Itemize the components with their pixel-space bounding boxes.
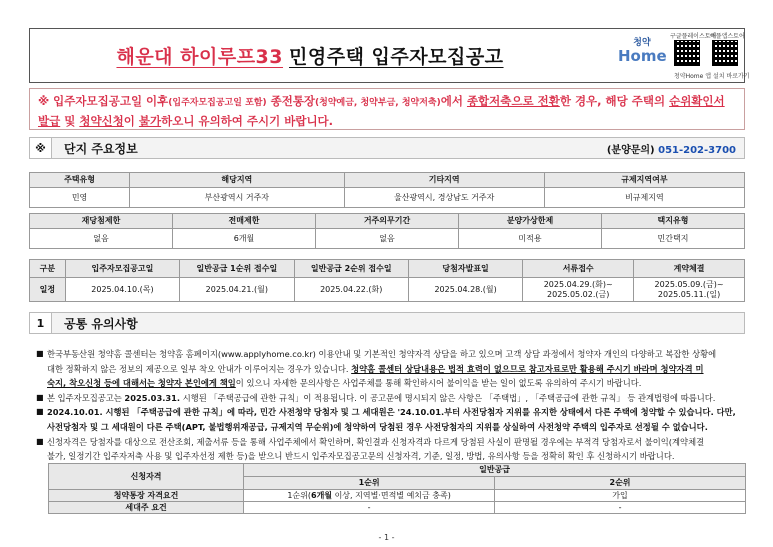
square-bullet-icon: ■ bbox=[36, 349, 44, 358]
contact-label: (분양문의) bbox=[606, 144, 655, 156]
warning-text: (청약예금, 청약부금, 청약저축) bbox=[315, 98, 441, 108]
notes-list bbox=[36, 347, 746, 464]
table-header: 거주의무기간 bbox=[316, 214, 459, 229]
table-cell: 민영 bbox=[30, 188, 130, 208]
contact-info bbox=[607, 141, 736, 156]
note-text: 사전당첨자 및 그 세대원이 다른 주택(APT, 불법행위재공급, 규제지역 무순위)에 청약하여 당첨된 경우 사전당첨자의 지위를 상실하여 사전청약 주택의 입주자로 선정될 수 없습니다. bbox=[47, 421, 708, 432]
table-header: 해당지역 bbox=[130, 173, 345, 188]
note-text: 2024.10.01. 시행된 「주택공급에 관한 규칙」에 따라, 민간 사전청약 당첨자 및 그 세대원은 '24.10.01.부터 사전당첨자 지위를 유지한 상태에서 다른 주택에 청약할 수 있습니다. 다만, bbox=[47, 407, 736, 418]
table-cell: 2025.04.10.(목) bbox=[65, 278, 179, 302]
warning-emphasis: 순위확인서 bbox=[669, 94, 725, 108]
page-number: - 1 - bbox=[378, 533, 395, 542]
table-cell-contract bbox=[634, 278, 745, 302]
list-item bbox=[36, 347, 746, 391]
note-text bbox=[47, 376, 746, 391]
table-cell: 가입 bbox=[495, 490, 746, 502]
row-label: 세대주 요건 bbox=[49, 502, 244, 514]
square-bullet-icon: ■ bbox=[36, 436, 44, 446]
cell-text: 이상, 지역별·면적별 예치금 충족) bbox=[332, 490, 451, 500]
warning-text: ※ 입주자모집공고일 이후 bbox=[38, 94, 169, 108]
section-mark: 1 bbox=[30, 313, 52, 333]
section-header-main-info bbox=[29, 137, 745, 159]
warning-line-1 bbox=[38, 92, 736, 112]
table-header: 기타지역 bbox=[344, 173, 544, 188]
note-text bbox=[47, 391, 746, 406]
warning-text: 이 bbox=[123, 114, 139, 128]
table-cell: 6개월 bbox=[173, 229, 316, 249]
warning-text: 및 bbox=[60, 114, 80, 128]
app-store-qr-icon[interactable] bbox=[712, 40, 738, 66]
header-box bbox=[29, 28, 750, 83]
note-text: 이 있으니 자세한 문의사항은 사업주체를 통해 확인하시어 불이익을 받는 일이 없도록 유의하여 주시기 바랍니다. bbox=[235, 378, 642, 389]
note-text: 불가, 일정기간 입주자저축 사용 및 입주자선정 제한 등)을 받으니 반드시 입주자모집공고문의 신청자격, 기준, 일정, 방법, 유의사항 등을 정확히 확인 후 신청하시기 바랍니다. bbox=[47, 451, 675, 462]
table-header: 전매제한 bbox=[173, 214, 316, 229]
table-cell: - bbox=[495, 502, 746, 514]
table-header: 당첨자발표일 bbox=[408, 260, 522, 278]
qr-caption: 청약Home 앱 설치 바로가기 bbox=[674, 73, 750, 80]
warning-emphasis: 발급 bbox=[38, 114, 61, 128]
table-header: 입주자모집공고일 bbox=[65, 260, 179, 278]
warning-text: 종전통장 bbox=[266, 94, 316, 108]
list-item bbox=[36, 405, 746, 434]
info-table-1 bbox=[29, 172, 745, 208]
table-cell: 2025.04.28.(월) bbox=[408, 278, 522, 302]
warning-emphasis: 종합저축으로 전환 bbox=[466, 94, 560, 108]
table-cell: 울산광역시, 경상남도 거주자 bbox=[344, 188, 544, 208]
cell-text: 1순위( bbox=[287, 490, 311, 500]
square-bullet-icon: ■ bbox=[36, 407, 44, 417]
table-header: 주택유형 bbox=[30, 173, 130, 188]
warning-text: (입주자모집공고일 포함) bbox=[168, 98, 267, 108]
note-emphasis: 2025.03.31. bbox=[124, 392, 181, 403]
table-cell: 미적용 bbox=[459, 229, 602, 249]
section-mark: ※ bbox=[30, 138, 52, 158]
info-table-2 bbox=[29, 213, 745, 249]
warning-emphasis: 불가 bbox=[138, 114, 162, 128]
doc-date-start: 2025.04.29.(화)~ bbox=[543, 279, 613, 289]
qr-code-area bbox=[670, 31, 750, 81]
logo-english-text: Home bbox=[618, 47, 667, 65]
logo-korean-text: 청약 bbox=[633, 38, 651, 48]
table-header: 일반공급 bbox=[244, 464, 746, 477]
warning-line-2 bbox=[38, 112, 736, 130]
contract-date-end: 2025.05.11.(일) bbox=[657, 289, 721, 299]
title-notice-name: 민영주택 입주자모집공고 bbox=[289, 46, 504, 68]
warning-emphasis: 청약신청 bbox=[79, 114, 124, 128]
table-cell: 2025.04.21.(월) bbox=[180, 278, 294, 302]
table-header: 규제지역여부 bbox=[544, 173, 744, 188]
table-header: 서류접수 bbox=[523, 260, 634, 278]
warning-text: 에서 bbox=[440, 94, 467, 108]
table-cell: 부산광역시 거주자 bbox=[130, 188, 345, 208]
table-cell: - bbox=[244, 502, 495, 514]
table-cell: 비규제지역 bbox=[544, 188, 744, 208]
table-header: 계약체결 bbox=[634, 260, 745, 278]
doc-date-end: 2025.05.02.(금) bbox=[547, 289, 610, 299]
section-title: 공통 유의사항 bbox=[64, 316, 138, 331]
contact-number[interactable]: 051-202-3700 bbox=[658, 144, 736, 156]
table-cell: 2025.04.22.(화) bbox=[294, 278, 408, 302]
qr-google-label: 구글플레이스토어 bbox=[670, 33, 717, 40]
note-text bbox=[47, 362, 746, 377]
cell-emphasis: 6개월 bbox=[311, 490, 333, 500]
table-header: 구분 bbox=[30, 260, 66, 278]
warning-text: 하오니 유의하여 주시기 바랍니다. bbox=[161, 114, 334, 128]
row-label: 일정 bbox=[30, 278, 66, 302]
warning-box bbox=[29, 88, 745, 130]
contract-date-start: 2025.05.09.(금)~ bbox=[654, 279, 724, 289]
section-title: 단지 주요정보 bbox=[64, 141, 138, 156]
row-label: 청약통장 자격요건 bbox=[49, 490, 244, 502]
section-header-common-notes bbox=[29, 312, 745, 334]
note-text: 시행된 「주택공급에 관한 규칙」이 적용됩니다. 이 공고문에 명시되지 않은 사항은 「주택법」, 「주택공급에 관한 규칙」 등 관계법령에 따릅니다. bbox=[180, 392, 716, 403]
table-header: 분양가상한제 bbox=[459, 214, 602, 229]
table-header: 일반공급 1순위 접수일 bbox=[180, 260, 294, 278]
list-item bbox=[36, 391, 746, 406]
applyhome-logo bbox=[618, 35, 666, 79]
note-text: 본 입주자모집공고는 bbox=[47, 392, 125, 403]
table-header: 일반공급 2순위 접수일 bbox=[294, 260, 408, 278]
note-text: 신청자격은 당첨자를 대상으로 전산조회, 제출서류 등을 통해 사업주체에서 확인하며, 확인결과 신청자격과 다르게 당첨된 사실이 판명될 경우에는 부적격 당첨자로서 불이익(계약체결 bbox=[47, 436, 705, 447]
title-complex-name: 해운대 하이루프33 bbox=[116, 46, 284, 68]
table-cell bbox=[244, 490, 495, 502]
table-header: 재당첨제한 bbox=[30, 214, 173, 229]
note-emphasis: 숙지, 착오신청 등에 대해서는 청약자 본인에게 책임 bbox=[47, 378, 236, 389]
note-text: 대한 정확하지 않은 정보의 제공으로 일부 착오 안내가 이루어지는 경우가 있습니다. bbox=[47, 363, 352, 374]
qr-apple-label: 애플앱스토어 bbox=[710, 33, 745, 40]
note-text: 한국부동산원 청약홈 콜센터는 청약홈 홈페이지(www.applyhome.co.kr) 이용안내 및 기본적인 청약자격 상담을 하고 있으며 고객 상담 과정에서 청약자 개인의 다양하고 복잡한 상황에 bbox=[47, 349, 717, 359]
table-cell: 없음 bbox=[30, 229, 173, 249]
page-title bbox=[30, 29, 590, 82]
table-cell: 없음 bbox=[316, 229, 459, 249]
google-play-qr-icon[interactable] bbox=[674, 40, 700, 66]
warning-text: 한 경우, 해당 주택의 bbox=[559, 94, 670, 108]
table-cell-documents bbox=[523, 278, 634, 302]
table-header: 2순위 bbox=[495, 477, 746, 490]
list-item bbox=[36, 435, 746, 464]
note-emphasis: 청약홈 콜센터 상담내용은 법적 효력이 없으므로 참고자료로만 활용해 주시기 바라며 청약자격 미 bbox=[351, 363, 704, 374]
square-bullet-icon: ■ bbox=[36, 392, 44, 402]
table-header: 택지유형 bbox=[602, 214, 745, 229]
qualification-table bbox=[48, 463, 746, 514]
schedule-table bbox=[29, 259, 745, 302]
table-header: 1순위 bbox=[244, 477, 495, 490]
table-cell: 민간택지 bbox=[602, 229, 745, 249]
table-header: 신청자격 bbox=[49, 464, 244, 490]
